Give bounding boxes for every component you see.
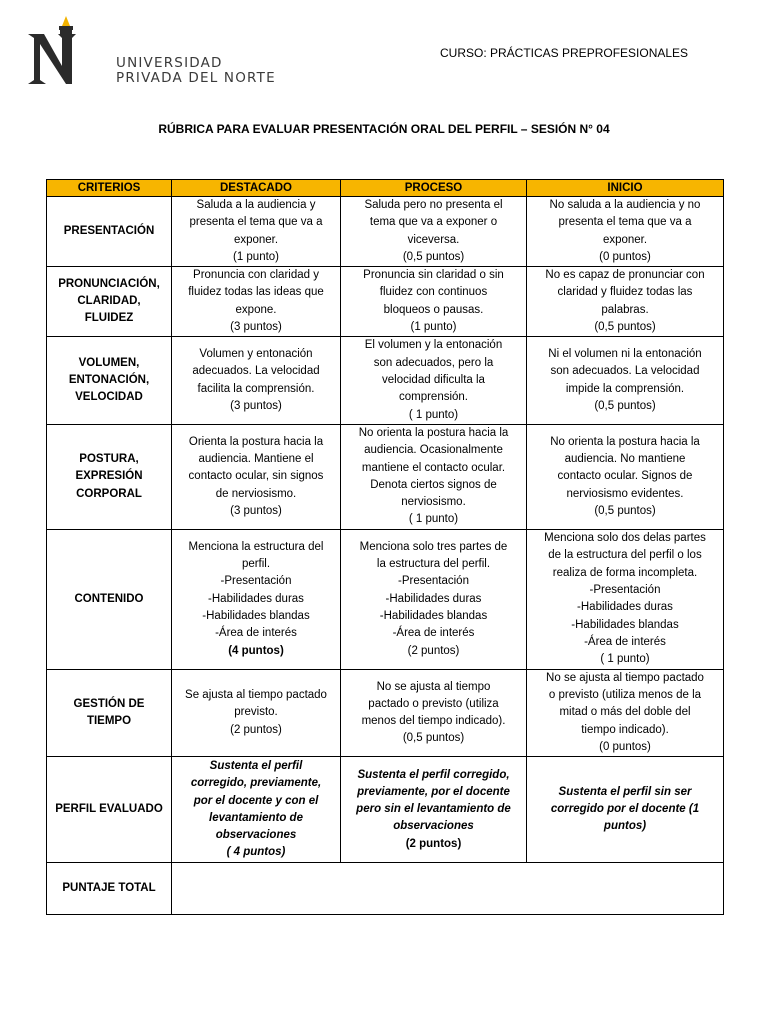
- inicio-text: exponer.: [602, 233, 648, 246]
- proceso-text: tema que va a exponer o: [369, 216, 498, 229]
- inicio-text: No orienta la postura hacia la: [550, 435, 700, 448]
- destacado-text: facilita la comprensión.: [197, 382, 315, 395]
- inicio-cell: [527, 529, 724, 669]
- proceso-cell: [341, 529, 527, 669]
- document-title: RÚBRICA PARA EVALUAR PRESENTACIÓN ORAL DEL PERFIL – SESIÓN N° 04: [158, 122, 610, 136]
- inicio-cell: [527, 757, 724, 863]
- destacado-cell: [172, 529, 341, 669]
- destacado-text: Volumen y entonación: [199, 348, 313, 361]
- criterion-text: FLUIDEZ: [84, 312, 134, 325]
- destacado-cell: [172, 757, 341, 863]
- destacado-cell: [172, 197, 341, 267]
- criterion-text: GESTIÓN DE: [73, 697, 145, 710]
- inicio-text: Sustenta el perfil sin ser: [558, 785, 692, 798]
- inicio-text: No se ajusta al tiempo pactado: [546, 671, 704, 684]
- destacado-cell: [172, 267, 341, 337]
- destacado-text: Orienta la postura hacia la: [188, 435, 324, 448]
- destacado-text: Menciona la estructura del: [188, 540, 324, 553]
- criterion-cell: [47, 757, 172, 863]
- inicio-text: Menciona solo dos delas partes: [544, 532, 706, 545]
- proceso-text: mantiene el contacto ocular.: [361, 461, 506, 474]
- proceso-text: El volumen y la entonación: [364, 339, 503, 352]
- header-inicio: INICIO: [527, 180, 724, 197]
- destacado-text: Se ajusta al tiempo pactado: [185, 689, 327, 702]
- proceso-text: pero sin el levantamiento de: [356, 803, 511, 816]
- criterion-cell: [47, 424, 172, 529]
- proceso-text: ( 1 punto): [408, 513, 459, 526]
- inicio-text: palabras.: [601, 303, 649, 316]
- destacado-text: perfil.: [241, 558, 271, 571]
- table-row: [47, 197, 724, 267]
- proceso-text: previamente, por el docente: [357, 785, 510, 798]
- proceso-text: audiencia. Ocasionalmente: [364, 444, 503, 457]
- proceso-cell: [341, 337, 527, 424]
- table-row: [47, 669, 724, 756]
- total-score-cell: [172, 863, 724, 915]
- destacado-text: (1 punto): [232, 250, 280, 263]
- destacado-text: Sustenta el perfil: [209, 759, 303, 772]
- criterion-text: VELOCIDAD: [75, 391, 143, 404]
- destacado-text: observaciones: [215, 829, 297, 842]
- proceso-text: Pronuncia sin claridad o sin: [363, 269, 504, 282]
- inicio-text: corregido por el docente (1: [550, 803, 700, 816]
- destacado-text: (2 puntos): [230, 723, 282, 736]
- destacado-text: expone.: [235, 303, 277, 316]
- proceso-text: pactado o previsto (utiliza: [368, 697, 499, 710]
- proceso-text: observaciones: [393, 820, 474, 833]
- proceso-text: nerviosismo.: [401, 496, 466, 509]
- destacado-text: Saluda a la audiencia y: [196, 199, 316, 211]
- university-name: [116, 56, 276, 86]
- criterion-cell: [47, 669, 172, 756]
- destacado-points: (4 puntos): [228, 644, 284, 657]
- inicio-text: tiempo indicado).: [581, 723, 669, 736]
- table-row: [47, 529, 724, 669]
- destacado-text: previsto.: [234, 706, 278, 719]
- criterion-cell: [47, 529, 172, 669]
- proceso-text: velocidad dificulta la: [382, 373, 485, 386]
- destacado-text: -Presentación: [220, 575, 292, 588]
- table-header-row: [47, 180, 724, 197]
- university-name-line1: UNIVERSIDAD: [116, 55, 223, 71]
- header-criterios: CRITERIOS: [47, 180, 172, 197]
- proceso-text: (2 puntos): [407, 644, 460, 657]
- criterion-text: PRONUNCIACIÓN,: [58, 277, 160, 290]
- inicio-text: son adecuados. La velocidad: [550, 365, 700, 378]
- table-row: [47, 267, 724, 337]
- destacado-text: por el docente y con el: [193, 794, 319, 807]
- proceso-text: -Habilidades duras: [385, 592, 482, 605]
- inicio-text: presenta el tema que va a: [558, 216, 692, 229]
- proceso-cell: [341, 424, 527, 529]
- inicio-text: impide la comprensión.: [565, 382, 685, 395]
- proceso-text: menos del tiempo indicado).: [361, 715, 506, 728]
- table-row: [47, 757, 724, 863]
- proceso-cell: [341, 197, 527, 267]
- proceso-text: Menciona solo tres partes de: [359, 540, 508, 553]
- proceso-text: viceversa.: [407, 233, 460, 246]
- proceso-cell: [341, 267, 527, 337]
- criterion-cell: [47, 197, 172, 267]
- proceso-text: (0,5 puntos): [402, 732, 465, 745]
- proceso-text: Saluda pero no presenta el: [364, 199, 503, 211]
- destacado-text: corregido, previamente,: [190, 777, 322, 790]
- proceso-text: la estructura del perfil.: [376, 558, 491, 571]
- destacado-text: adecuados. La velocidad: [192, 365, 320, 378]
- table-row: [47, 863, 724, 915]
- criterion-text: CONTENIDO: [74, 592, 144, 605]
- inicio-text: audiencia. No mantiene: [564, 452, 686, 465]
- destacado-text: Pronuncia con claridad y: [193, 269, 319, 282]
- destacado-text: contacto ocular, sin signos: [188, 470, 324, 483]
- destacado-text: -Habilidades blandas: [202, 610, 310, 622]
- inicio-text: -Habilidades blandas: [571, 618, 679, 631]
- inicio-cell: [527, 424, 724, 529]
- proceso-text: No orienta la postura hacia la: [358, 426, 509, 439]
- inicio-text: No saluda a la audiencia y no: [549, 199, 701, 211]
- inicio-text: -Habilidades duras: [577, 601, 673, 614]
- inicio-text: (0 puntos): [599, 741, 651, 754]
- destacado-text: -Área de interés: [215, 627, 297, 640]
- proceso-cell: [341, 669, 527, 756]
- rubric-table: [46, 179, 724, 915]
- proceso-text: (1 punto): [410, 321, 457, 334]
- inicio-text: -Presentación: [589, 584, 661, 597]
- destacado-text: (3 puntos): [230, 321, 282, 334]
- criterion-text: TIEMPO: [86, 715, 132, 728]
- proceso-text: son adecuados, pero la: [373, 356, 494, 369]
- inicio-text: mitad o más del doble del: [559, 706, 691, 719]
- inicio-text: puntos): [603, 820, 647, 833]
- criterion-text: POSTURA,: [79, 452, 139, 465]
- criterion-cell: [47, 267, 172, 337]
- inicio-text: (0,5 puntos): [594, 504, 656, 517]
- inicio-text: ( 1 punto): [600, 653, 650, 666]
- proceso-text: -Habilidades blandas: [379, 610, 488, 622]
- table-row: [47, 424, 724, 529]
- criterion-text: EXPRESIÓN: [75, 470, 143, 483]
- inicio-text: de la estructura del perfil o los: [548, 549, 702, 562]
- inicio-cell: [527, 337, 724, 424]
- table-row: [47, 337, 724, 424]
- course-label: CURSO: PRÁCTICAS PREPROFESIONALES: [440, 46, 689, 60]
- destacado-text: de nerviosismo.: [215, 487, 297, 500]
- inicio-cell: [527, 267, 724, 337]
- destacado-text: (3 puntos): [230, 399, 282, 412]
- inicio-text: o previsto (utiliza menos de la: [548, 689, 702, 702]
- inicio-text: contacto ocular. Signos de: [557, 470, 693, 483]
- destacado-text: presenta el tema que va a: [189, 216, 323, 229]
- destacado-text: exponer.: [233, 233, 279, 246]
- university-name-line2: PRIVADA DEL NORTE: [116, 70, 276, 86]
- inicio-cell: [527, 197, 724, 267]
- destacado-text: ( 4 puntos): [226, 846, 286, 859]
- upn-n-logo-icon: [26, 14, 96, 90]
- header-proceso: PROCESO: [341, 180, 527, 197]
- proceso-text: -Presentación: [398, 575, 469, 588]
- criterion-text: CORPORAL: [76, 487, 142, 500]
- proceso-cell: [341, 757, 527, 863]
- inicio-text: No es capaz de pronunciar con: [545, 269, 705, 282]
- criterion-text: PRESENTACIÓN: [63, 224, 155, 237]
- proceso-text: Denota ciertos signos de: [370, 478, 497, 491]
- proceso-text: Sustenta el perfil corregido,: [357, 768, 510, 781]
- proceso-text: No se ajusta al tiempo: [376, 680, 491, 693]
- destacado-text: (3 puntos): [230, 504, 282, 517]
- proceso-points: (2 puntos): [405, 837, 462, 850]
- inicio-text: (0,5 puntos): [594, 321, 656, 334]
- inicio-text: (0,5 puntos): [594, 399, 656, 412]
- proceso-text: bloqueos o pausas.: [383, 303, 484, 316]
- inicio-text: (0 puntos): [599, 250, 651, 263]
- destacado-cell: [172, 337, 341, 424]
- inicio-text: nerviosismo evidentes.: [566, 487, 684, 500]
- proceso-text: ( 1 punto): [408, 408, 459, 421]
- destacado-text: levantamiento de: [209, 811, 303, 824]
- criterion-text: CLARIDAD,: [77, 295, 141, 308]
- criterion-text: VOLUMEN,: [78, 356, 140, 369]
- proceso-text: comprensión.: [398, 391, 469, 404]
- destacado-text: -Habilidades duras: [208, 592, 304, 605]
- destacado-text: fluidez todas las ideas que: [188, 286, 324, 299]
- proceso-text: fluidez con continuos: [379, 286, 488, 299]
- criterion-text: PERFIL EVALUADO: [55, 803, 163, 816]
- header-destacado: DESTACADO: [172, 180, 341, 197]
- inicio-cell: [527, 669, 724, 756]
- inicio-text: -Área de interés: [584, 635, 666, 648]
- inicio-text: Ni el volumen ni la entonación: [548, 348, 702, 361]
- destacado-text: audiencia. Mantiene el: [198, 452, 314, 465]
- proceso-text: -Área de interés: [392, 627, 475, 640]
- inicio-text: realiza de forma incompleta.: [552, 566, 698, 579]
- university-logo: [26, 14, 276, 90]
- criterion-text: ENTONACIÓN,: [68, 373, 150, 386]
- inicio-text: claridad y fluidez todas las: [557, 286, 693, 299]
- criterion-text: PUNTAJE TOTAL: [62, 882, 156, 895]
- destacado-cell: [172, 424, 341, 529]
- criterion-cell: [47, 863, 172, 915]
- destacado-cell: [172, 669, 341, 756]
- criterion-cell: [47, 337, 172, 424]
- proceso-text: (0,5 puntos): [402, 250, 465, 263]
